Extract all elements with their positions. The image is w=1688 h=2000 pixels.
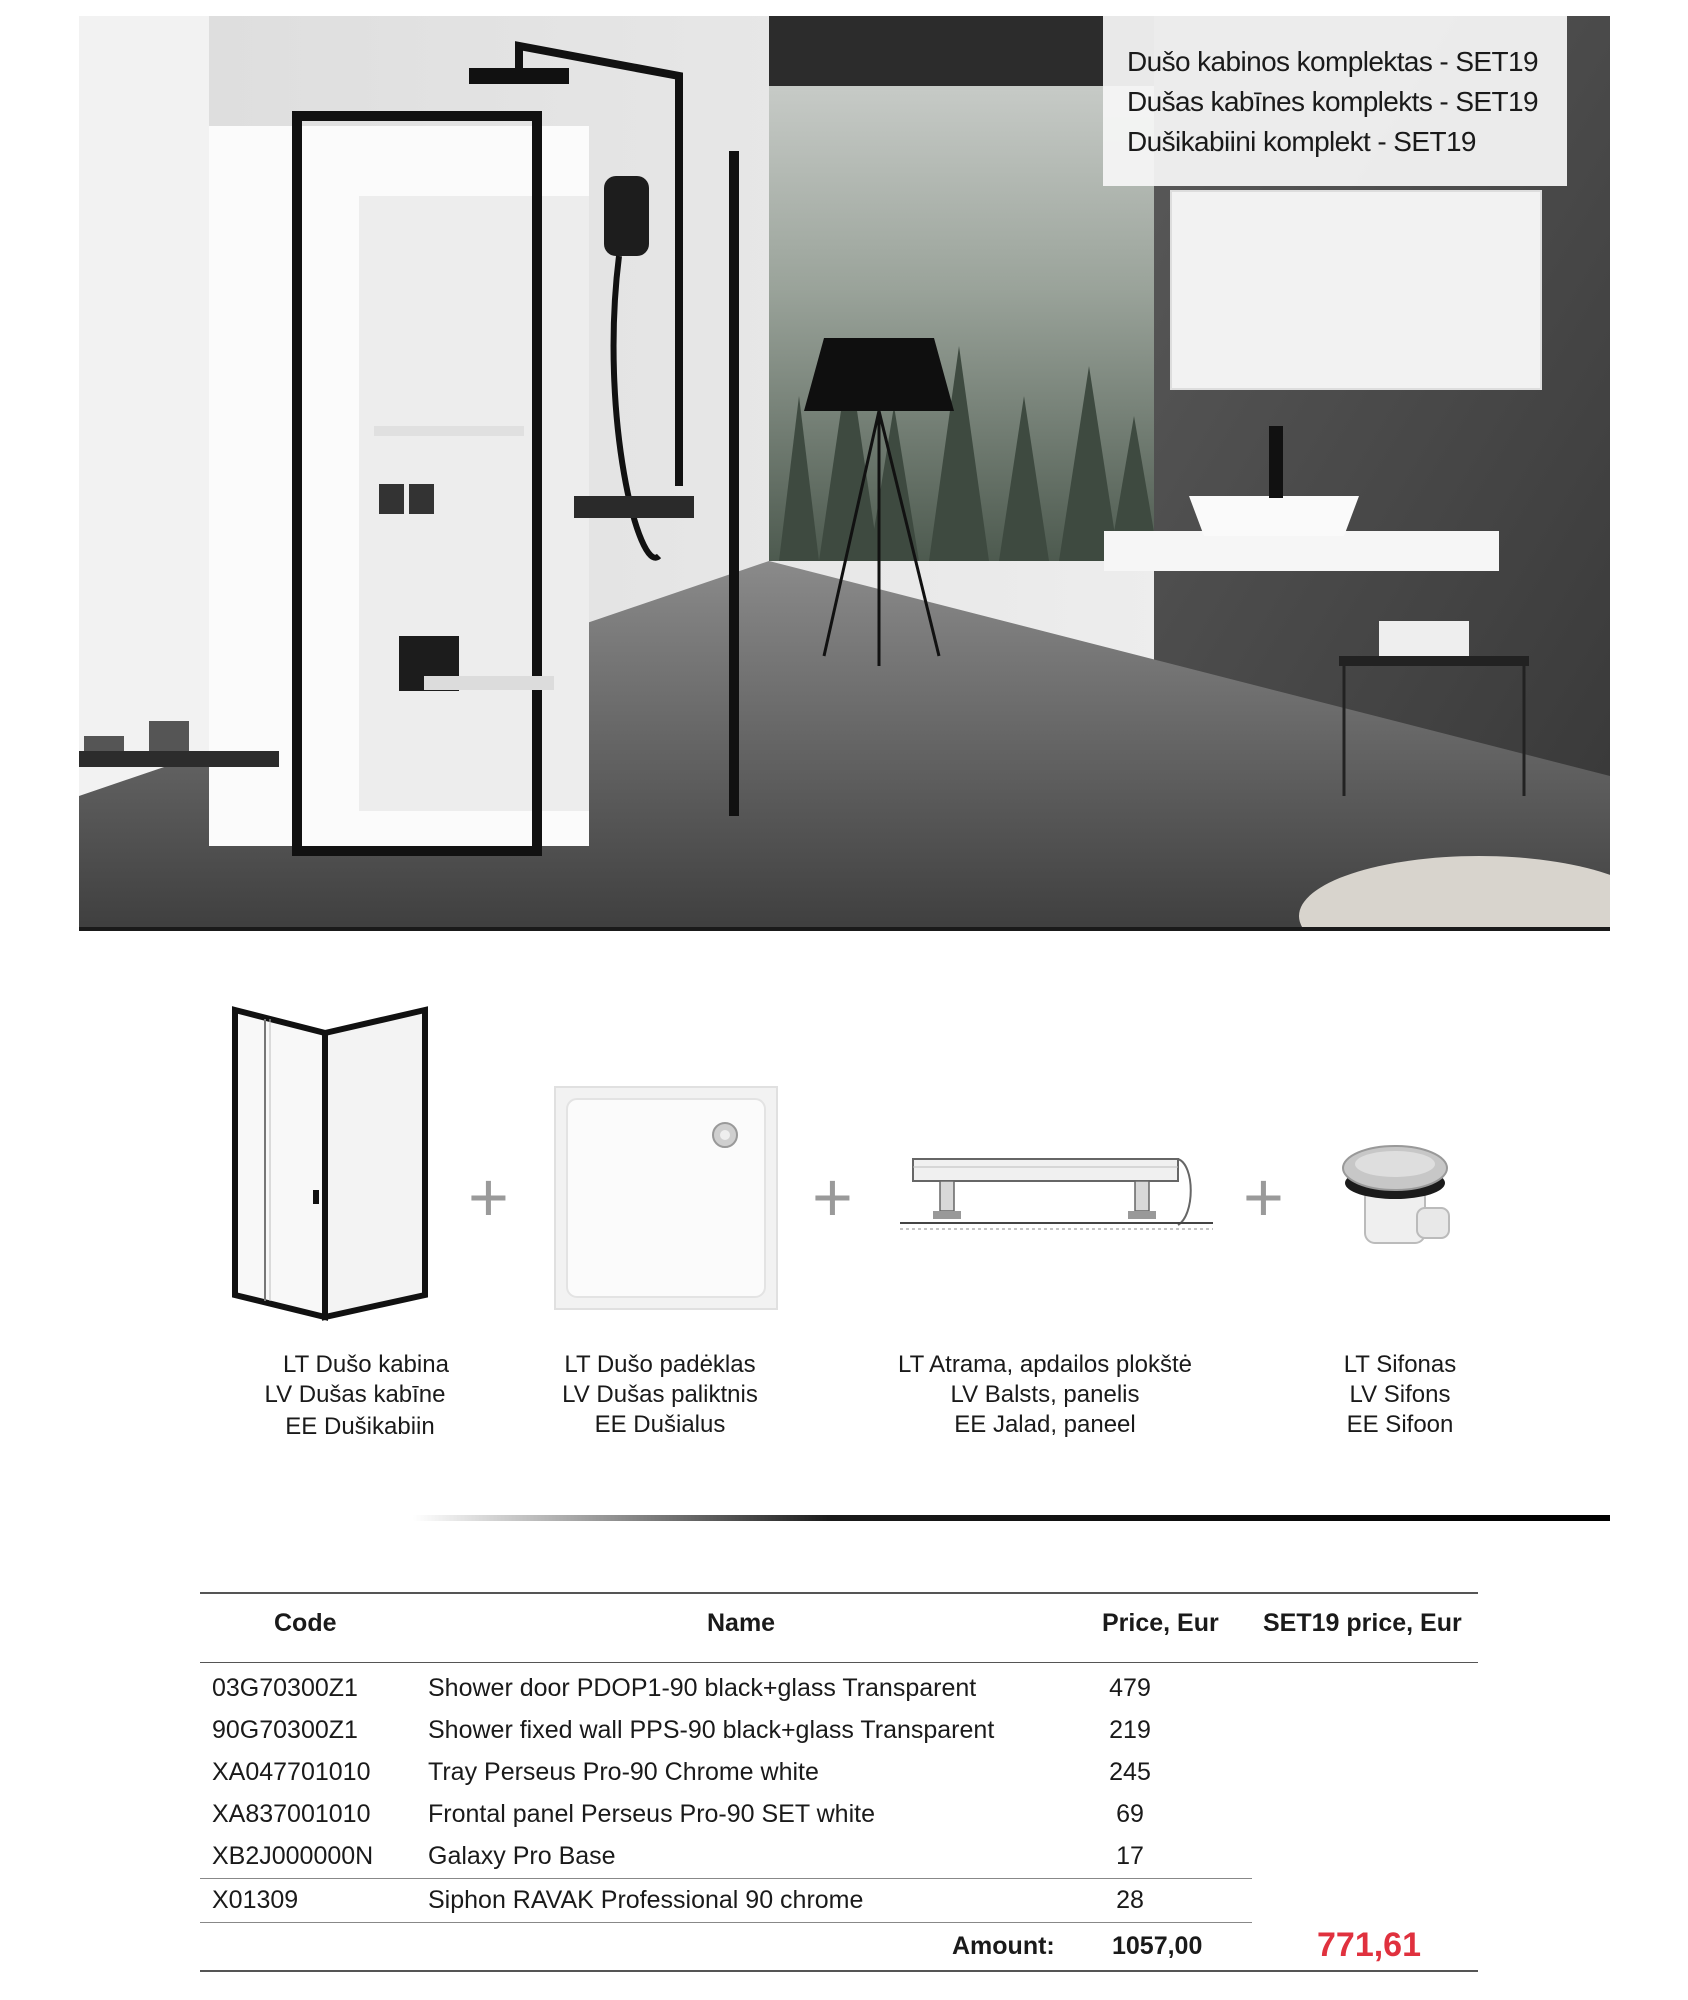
part-label-lv: LV Dušas kabīne (264, 1381, 446, 1408)
part-label-support (860, 1350, 1230, 1440)
shower-enclosure-image (225, 1005, 435, 1325)
header-price: Price, Eur (1102, 1609, 1219, 1637)
cell-code: XA047701010 (212, 1758, 371, 1786)
siphon-image (1335, 1138, 1455, 1253)
set-title-lv: Dušas kabīnes komplekts - SET19 (1127, 86, 1538, 117)
cell-name: Shower fixed wall PPS-90 black+glass Transparent (428, 1716, 995, 1744)
table-top-rule (200, 1592, 1478, 1594)
cell-name: Frontal panel Perseus Pro-90 SET white (428, 1800, 875, 1828)
row-rule (200, 1922, 1252, 1923)
cell-code: 90G70300Z1 (212, 1716, 358, 1744)
plus-sign-1: + (468, 1158, 509, 1236)
shower-tray-image (553, 1085, 779, 1311)
amount-label: Amount: (952, 1932, 1055, 1960)
cell-price: 17 (1116, 1842, 1144, 1870)
part-label-ee: EE Dušikabiin (285, 1413, 435, 1440)
part-label-lv: LV Dušas paliktnis (562, 1381, 758, 1408)
part-label-ee: EE Sifoon (1346, 1411, 1454, 1438)
part-label-enclosure (220, 1350, 480, 1442)
cell-code: 03G70300Z1 (212, 1674, 358, 1702)
cell-price: 69 (1116, 1800, 1144, 1828)
cell-price: 28 (1116, 1886, 1144, 1914)
cell-price: 219 (1109, 1716, 1151, 1744)
set-price-value: 771,61 (1317, 1926, 1421, 1964)
part-label-tray (530, 1350, 790, 1440)
plus-sign-3: + (1243, 1158, 1284, 1236)
table-bottom-rule (200, 1970, 1478, 1972)
part-label-lt: LT Atrama, apdailos plokštė (898, 1351, 1192, 1378)
header-rule (200, 1662, 1478, 1663)
section-divider (413, 1515, 1610, 1521)
plus-sign-2: + (812, 1158, 853, 1236)
cell-code: XB2J000000N (212, 1842, 374, 1870)
hero-bottom-rule (79, 927, 1610, 931)
tray-support-panel-image (895, 1155, 1215, 1245)
cell-name: Galaxy Pro Base (428, 1842, 616, 1870)
header-code: Code (274, 1609, 337, 1637)
set-title-ee: Dušikabiini komplekt - SET19 (1127, 126, 1476, 157)
set-title-box (1103, 16, 1567, 186)
set-title-lt: Dušo kabinos komplektas - SET19 (1127, 46, 1538, 77)
part-label-siphon (1300, 1350, 1500, 1440)
header-set-price: SET19 price, Eur (1263, 1609, 1462, 1637)
cell-code: XA837001010 (212, 1800, 371, 1828)
part-label-lv: LV Balsts, panelis (950, 1381, 1140, 1408)
cell-name: Tray Perseus Pro-90 Chrome white (428, 1758, 819, 1786)
part-label-lt: LT Sifonas (1343, 1351, 1457, 1378)
part-label-ee: EE Dušialus (594, 1411, 726, 1438)
part-label-lt: LT Dušo padėklas (564, 1351, 756, 1378)
cell-price: 479 (1109, 1674, 1151, 1702)
cell-name: Shower door PDOP1-90 black+glass Transparent (428, 1674, 977, 1702)
part-label-ee: EE Jalad, paneel (954, 1411, 1136, 1438)
cell-name: Siphon RAVAK Professional 90 chrome (428, 1886, 864, 1914)
amount-value: 1057,00 (1112, 1932, 1203, 1960)
cell-code: X01309 (212, 1886, 299, 1914)
header-name: Name (707, 1609, 776, 1637)
cell-price: 245 (1109, 1758, 1151, 1786)
part-label-lv: LV Sifons (1349, 1381, 1451, 1408)
part-label-lt: LT Dušo kabina (283, 1351, 449, 1378)
